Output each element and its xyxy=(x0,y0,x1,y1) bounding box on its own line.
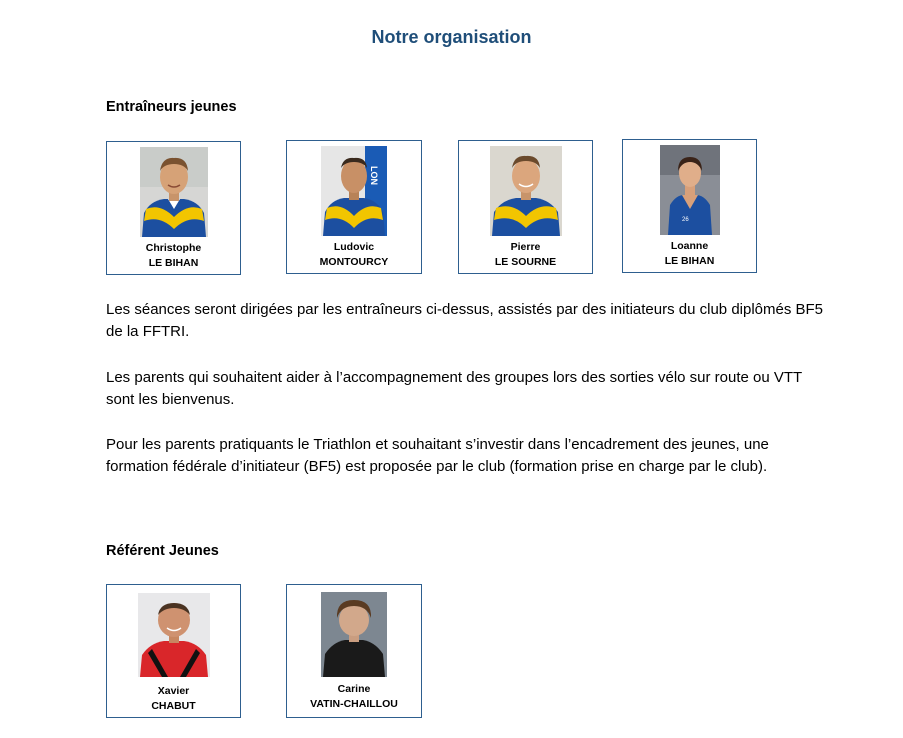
coach-portrait-2 xyxy=(321,146,387,236)
coach-portrait-4 xyxy=(660,145,720,235)
referent-first-name: Xavier xyxy=(157,685,190,697)
coach-card xyxy=(106,141,241,275)
coach-last-name: LE BIHAN xyxy=(664,255,715,267)
coach-first-name: Ludovic xyxy=(333,241,375,253)
coach-photo xyxy=(140,147,208,237)
coach-photo xyxy=(321,146,387,236)
coach-last-name: MONTOURCY xyxy=(319,256,389,268)
paragraph: Les parents qui souhaitent aider à l’accompagnement des groupes lors des sorties vélo sur route ou VTT sont les bienvenus. xyxy=(106,369,802,408)
paragraph: Les séances seront dirigées par les entraîneurs ci-dessus, assistés par des initiateurs du club diplômés BF5 de la FFTRI. xyxy=(106,301,824,340)
coaches-heading: Entraîneurs jeunes xyxy=(106,99,237,115)
referent-card xyxy=(106,584,241,718)
referent-photo xyxy=(138,593,210,677)
referent-card xyxy=(286,584,422,718)
referent-portrait-2 xyxy=(321,592,387,677)
page-title: Notre organisation xyxy=(371,27,532,47)
coach-portrait-3 xyxy=(490,146,562,236)
coach-first-name: Loanne xyxy=(670,240,709,252)
paragraph: Pour les parents pratiquants le Triathlon et souhaitant s’investir dans l’encadrement des jeunes, une formation fédérale d’initiateur (BF5) est proposée par le club (formation prise en charge par le club). xyxy=(106,436,769,475)
coach-last-name: LE SOURNE xyxy=(494,256,557,268)
referent-photo xyxy=(321,592,387,677)
coach-photo xyxy=(490,146,562,236)
coach-portrait-1 xyxy=(140,147,208,237)
referent-last-name: VATIN-CHAILLOU xyxy=(310,698,398,710)
coach-card xyxy=(286,140,422,274)
referents-heading: Référent Jeunes xyxy=(106,543,219,559)
coach-card xyxy=(458,140,593,274)
referent-last-name: CHABUT xyxy=(151,700,196,712)
coach-photo xyxy=(660,145,720,235)
coach-last-name: LE BIHAN xyxy=(148,257,199,269)
referent-portrait-1 xyxy=(138,593,210,677)
svg-text:LON: LON xyxy=(369,166,379,185)
svg-text:26: 26 xyxy=(681,217,689,223)
coach-card xyxy=(622,139,757,273)
coach-first-name: Christophe xyxy=(145,242,202,254)
coach-first-name: Pierre xyxy=(510,241,541,253)
referent-first-name: Carine xyxy=(337,683,371,695)
